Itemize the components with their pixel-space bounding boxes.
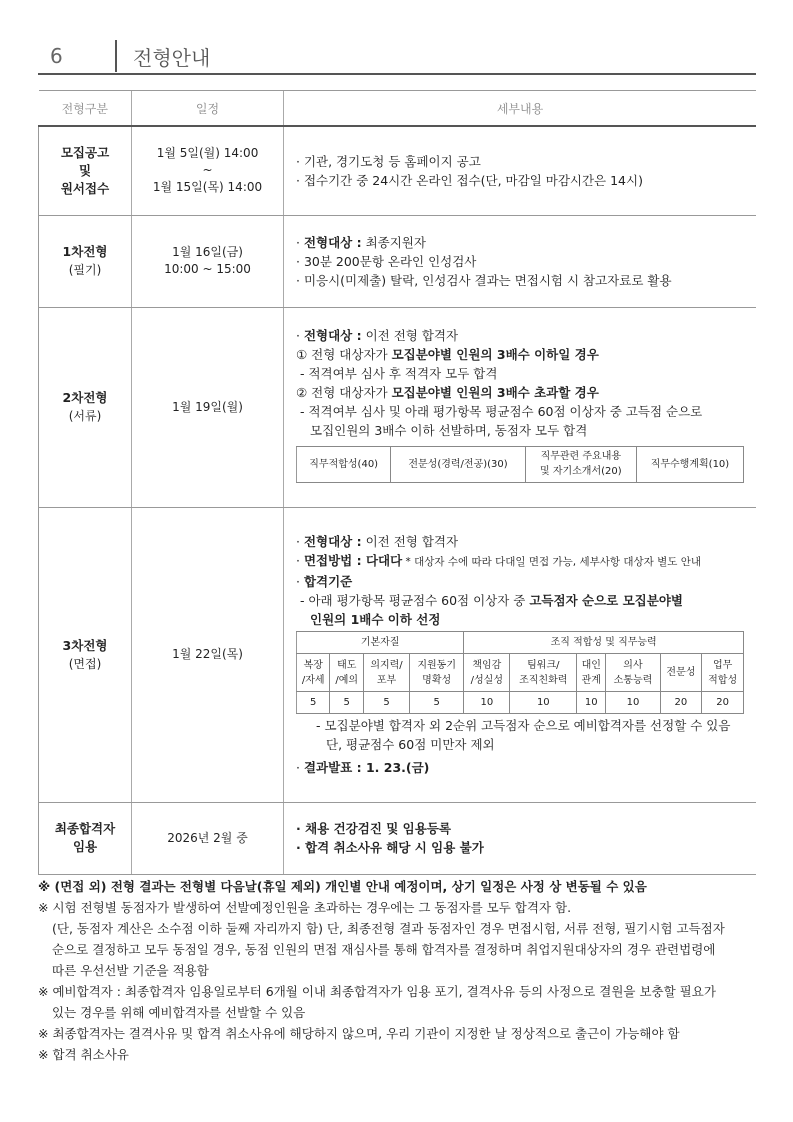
note: ※ 최종합격자는 결격사유 및 합격 취소사유에 해당하지 않으며, 우리 기관이 지정한 날 정상적으로 출근이 가능해야 함 [38,1026,680,1041]
schedule-cell: 2026년 2월 중 [132,802,284,874]
section-title: 전형안내 [133,46,211,70]
criteria-score: 5 [410,692,464,714]
criteria-item: 전문성 [660,654,702,692]
criteria-item: 의사 소통능력 [606,654,660,692]
criteria-cell: 직무수행계획(10) [636,446,743,482]
table-row [39,507,757,802]
schedule-cell: 1월 19일(월) [132,307,284,507]
criteria-item: 업무 적합성 [702,654,744,692]
table-row [39,307,757,507]
criteria-item: 대인 관계 [577,654,606,692]
note: 있는 경우를 위해 예비합격자를 선발할 수 있음 [52,1005,306,1020]
criteria-score: 10 [510,692,577,714]
criteria-cell: 직무적합성(40) [297,446,391,482]
note: 따른 우선선발 기준을 적용함 [52,963,209,978]
criteria-group-org: 조직 적합성 및 직무능력 [464,632,744,654]
col-header-stage: 전형구분 [39,91,132,127]
note: ※ 예비합격자 : 최종합격자 임용일로부터 6개월 이내 최종합격자가 임용 포기, 결격사유 등의 사정으로 결원을 보충할 필요가 [38,984,716,999]
section-header [38,38,756,74]
criteria-item: 책임감 /성실성 [464,654,510,692]
stage-cell: 1차전형 (필기) [39,215,132,307]
schedule-cell: 1월 16일(금) 10:00 ~ 15:00 [132,215,284,307]
criteria-score: 20 [660,692,702,714]
note: (단, 동점자 계산은 소수점 이하 둘째 자리까지 함) 단, 최종전형 결과 동점자인 경우 면접시험, 서류 전형, 필기시험 고득점자 [52,921,725,936]
table-row [39,215,757,307]
col-header-schedule: 일정 [132,91,284,127]
details-cell: · 전형대상 : 최종지원자 · 30분 200문항 온라인 인성검사 · 미응시(미제출) 탈락, 인성검사 결과는 면접시험 시 참고자료로 활용 [284,215,757,307]
schedule-cell: 1월 5일(월) 14:00 ~ 1월 15일(목) 14:00 [132,126,284,215]
stage-cell: 모집공고 및 원서접수 [39,126,132,215]
criteria-cell: 직무관련 주요내용 및 자기소개서(20) [525,446,636,482]
interview-criteria-table [296,631,744,714]
criteria-score: 10 [606,692,660,714]
criteria-item: 복장 /자세 [297,654,330,692]
criteria-score: 10 [577,692,606,714]
stage-cell: 최종합격자 임용 [39,802,132,874]
footnotes [38,876,758,1065]
header-underline [38,73,756,75]
criteria-item: 팀워크/ 조직친화력 [510,654,577,692]
note: ※ (면접 외) 전형 결과는 전형별 다음날(휴일 제외) 개인별 안내 예정이며, 상기 일정은 사정 상 변동될 수 있음 [38,879,647,894]
note: 순으로 결정하고 모두 동점일 경우, 동점 인원의 면접 재심사를 통해 합격자를 결정하며 취업지원대상자의 경우 관련법령에 [52,942,716,957]
criteria-cell: 전문성(경력/전공)(30) [391,446,525,482]
note: ※ 합격 취소사유 [38,1047,129,1062]
details-cell: · 전형대상 : 이전 전형 합격자 · 면접방법 : 다대다 * 대상자 수에 따라 다대일 면접 가능, 세부사항 대상자 별도 안내 · 합격기준 - 아래 평가항목 평균점수 60점 이상자 중 고득점자 순으로 모집분야별 인원의 1배수 이하 선정 기본자질 조직 적합성 및 직무능력 복장 /자세 태도 /예의 의지력/ 포부 지원동기 명확성 책임감 /성실성 팀워크/ 조직친화력 대인 관계 의사 소통능력 전문성 업무 적합성 5 5 5 5 10 10 10 10 20 20 - 모집분야별 합격자 외 2순위 고득점자 순으로 예비합격자를 선정할 수 있음 단, 평균점수 60점 미만자 제외 · 결과발표 : 1. 23.(금) [284,507,757,802]
stage-cell: 2차전형 (서류) [39,307,132,507]
note: ※ 시험 전형별 동점자가 발생하여 선발예정인원을 초과하는 경우에는 그 동점자를 모두 합격자 함. [38,900,572,915]
criteria-item: 의지력/ 포부 [363,654,409,692]
document-criteria-table [296,446,744,483]
criteria-score: 20 [702,692,744,714]
section-number: 6 [50,44,63,68]
header-divider [115,40,117,72]
table-header-row [39,91,757,127]
details-cell: · 전형대상 : 이전 전형 합격자 ① 전형 대상자가 모집분야별 인원의 3배수 이하일 경우 - 적격여부 심사 후 적격자 모두 합격 ② 전형 대상자가 모집분야별 인원의 3배수 초과할 경우 - 적격여부 심사 및 아래 평가항목 평균점수 60점 이상자 중 고득점 순으로 모집인원의 3배수 이하 선발하며, 동점자 모두 합격 직무적합성(40) 전문성(경력/전공)(30) 직무관련 주요내용 및 자기소개서(20) 직무수행계획(10) [284,307,757,507]
criteria-item: 태도 /예의 [330,654,363,692]
criteria-score: 10 [464,692,510,714]
col-header-details: 세부내용 [284,91,757,127]
criteria-score: 5 [297,692,330,714]
criteria-item: 지원동기 명확성 [410,654,464,692]
schedule-table [38,90,756,875]
table-row [39,802,757,874]
criteria-score: 5 [330,692,363,714]
table-row [39,126,757,215]
criteria-score: 5 [363,692,409,714]
criteria-group-basic: 기본자질 [297,632,464,654]
details-cell: · 채용 건강검진 및 임용등록 · 합격 취소사유 해당 시 임용 불가 [284,802,757,874]
stage-cell: 3차전형 (면접) [39,507,132,802]
schedule-cell: 1월 22일(목) [132,507,284,802]
details-cell: · 기관, 경기도청 등 홈페이지 공고 · 접수기간 중 24시간 온라인 접수(단, 마감일 마감시간은 14시) [284,126,757,215]
